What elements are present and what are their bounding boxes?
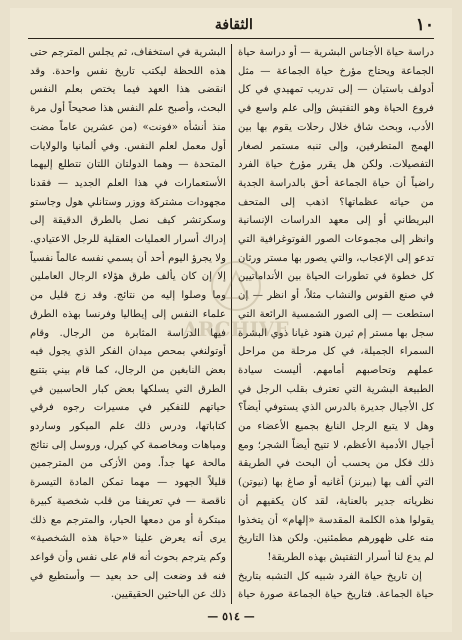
page-number: ١٠ [415, 15, 434, 35]
paragraph: البشرية في استخفاف، ثم يجلس المترجم حتى هذه اللحظة ليكتب تاريخ نفس واحدة. وقد انقضى هذا العهد فيما يختص بعلم النفس البحث، وأصبح علم النفس هذا صحيحاً أول مرة منذ أنشأه «فونت» (من عشرين عاماً مضت أول معمل لعلم النفس. وفي ألمانيا والولايات المتحدة — وهما الدولتان اللتان تتطلع إليهما الأستعمارات في هذا العلم الجديد — فقدنا مجهودات مشتركة ووزر وستانلي هول وجاستو وسكرتشر كيف نصل بالطرق الدقيقة إلى إدراك أسرار العمليات العقلية للرجل الاعتيادي. ولا يجرؤ اليوم أحد أن يسمي نفسه عالماً نفسياً إلا إن كان يألف طرق هؤلاء الرجال العاملين وما وصلوا إليه من نتائج. وقد زج قليل من علماء النفس إلى إيطاليا وفرنسا بهذه الطرق فيها الدراسة المثابرة من الرجال. وقام أوتولنغي بمحص ميدان الفكر الذي يجول فيه بعض النابغين من الرجال، كما قام بيني بتتبع الطرق التي يسلكها بعض كبار الحاسبين في حياتهم للتفكير في مسيرات رجوه فرقي كتاباتها، ودرس ذلك علم الميكور وساردو ومياهات ومخاصمة كي كيرل، وروسل إلى نتائج مالحة عها جداً. ومن الأزكى من المترجمين قليلاً الجهود — مهما تمكن المادة التيسرة ناقصة — في تعريفنا من قلب شخصية كبيرة مبتكرة أو من دمعها الحيار، والمترجم مع ذلك يرى أنه يعرض علينا «حياة هذه الشخصية» وكم يترجم بحوث أنه قام على نفس وأن قواعد فنه قد وضعت إلى حد بعيد — وأستطيع في ذلك عن الباحثين الحقيقيين. [30, 47, 226, 601]
column-left [30, 44, 226, 604]
page [10, 8, 452, 632]
column-right [238, 44, 434, 604]
header-rule [28, 38, 434, 39]
page-header [28, 14, 434, 36]
watermark-text: ARCHIVE [182, 317, 290, 341]
journal-title: الثقافة [214, 17, 253, 33]
page-footer: — ٥١٤ — [207, 610, 255, 623]
column-divider [231, 44, 232, 604]
paragraph: إن تاريخ حياة الفرد شبيه كل التشبه بتاريخ حياة الجماعة. فتاريخ حياة الجماعة صورة حياة [238, 570, 434, 601]
paragraph: دراسة حياة الأجناس البشرية — أو دراسة حياة الجماعة ويحتاج مؤرخ حياة الجماعة — مثل أدولف باستيان — إلى تدريب تمهيدي في كل فروع الحياة وهو التفتيش وإلى علم واسع في الأدب، وبحث شاق خلال رحلات يقوم بها بين الهمج المتطرفين، وإلى تنبه مستمر لصغار التفصيلات. ولكن هل يقرر مؤرخ حياة الفرد راضياً أن حياة الجماعة أحق بالدراسة الجدية من حياته عظماتها؟ اذهب إلى المتحف البريطاني أو إلى معهد الدراسات الإنسانية وانظر إلى مجموعات الصور الفوتوغرافية التي تدعو إلى الإعجاب، والتي يصور بها مستر ورثان كل خطوة في تطورات الحياة بين الأنداماتيين في صنع القوس والنشاب مثلاً، أو انظر — إن استطعت — إلى الصور الشمسية الرائعة التي سجل بها مستر إم ثيرن هنود غيانا ذوي البشرة السمراء الجميلة، في كل مرحلة من مراحل عملهم وتحاصبهم أمامهم. أليست سيادة الطبيعة البشرية التي تعترف بقلب الرجل في كل الأجيال جديرة بالدرس الذي يستوفي أيضاً؟ وهل لا يتبع الرجل النابغ بجميع الأعضاء من أجيال الأدمية الأعظم، لا تتيح أيضاً الشجر؛ ومع ذلك فكل من يحسب أن البحث في الطريقة التي ألف بها (بيرنز) أغانيه أو صاغ بها (نيوتن) نظرياته جدير بالعناية، لقد كان يكفيهم أن يقولوا هذه الكلمة المقدسة «إلهام» أن يتخذوا منه على ظهورهم مطمئنين. ولكن هذا التاريخ لم يدع لنا أسرار التفتيش بهذه الطريقة! [238, 47, 434, 563]
